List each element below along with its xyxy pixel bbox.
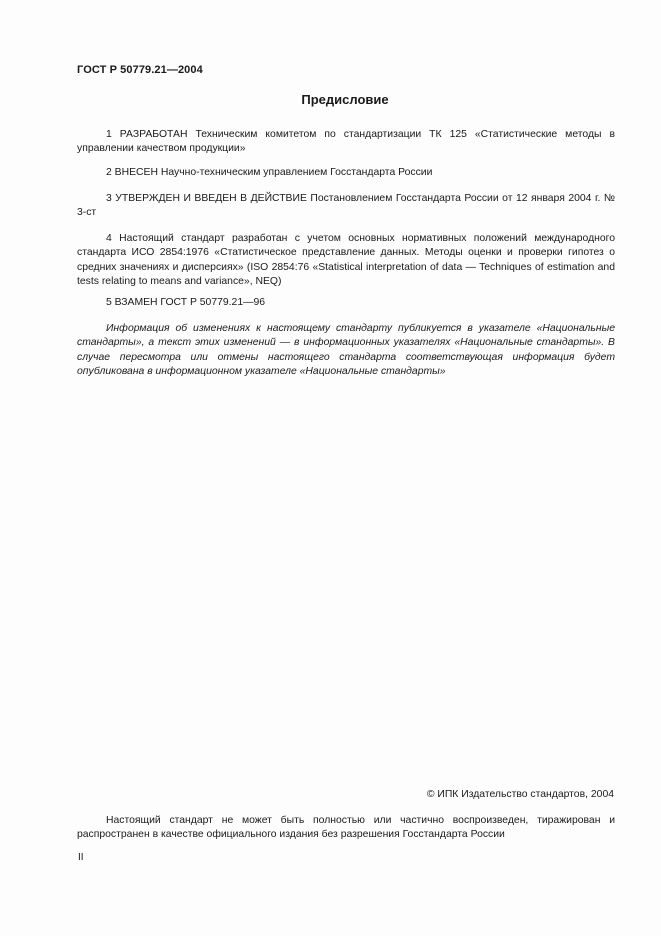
amendments-note: Информация об изменениях к настоящему стандарту публикуется в указателе «Национальные стандарты», а текст этих изменений — в информационных указателях «Национальные стандарты». В случае пересмотра или отмены настоящего стандарта соответствующая информация будет опубликована в информационном указателе «Национальные стандарты» bbox=[77, 323, 615, 377]
copyright-line: © ИПК Издательство стандартов, 2004 bbox=[426, 789, 614, 800]
document-code: ГОСТ Р 50779.21—2004 bbox=[77, 64, 203, 76]
paragraph-introduced-by: 2 ВНЕСЕН Научно-техническим управлением Госстандарта России bbox=[106, 167, 433, 178]
reproduction-notice: Настоящий стандарт не может быть полностью или частично воспроизведен, тиражирован и распространен в качестве официального издания без разрешения Госстандарта России bbox=[77, 815, 615, 841]
paragraph-replaces: 5 ВЗАМЕН ГОСТ Р 50779.21—96 bbox=[106, 297, 266, 308]
section-title: Предисловие bbox=[301, 92, 389, 107]
paragraph-developed-by: 1 РАЗРАБОТАН Техническим комитетом по стандартизации ТК 125 «Статистические методы в управлении качеством продукции» bbox=[77, 129, 615, 155]
paragraph-approved: 3 УТВЕРЖДЕН И ВВЕДЕН В ДЕЙСТВИЕ Постановлением Госстандарта России от 12 января 2004 г. № 3-ст bbox=[77, 193, 615, 219]
paragraph-international-basis: 4 Настоящий стандарт разработан с учетом основных нормативных положений международного стандарта ИСО 2854:1976 «Статистическое представление данных. Методы оценки и проверки гипотез о средних значениях и дисперсиях» (ISO 2854:76 «Statistical interpretation of data — Techniques of estimation and tests relating to means and variance», NEQ) bbox=[77, 233, 615, 287]
page-number: II bbox=[78, 852, 84, 863]
